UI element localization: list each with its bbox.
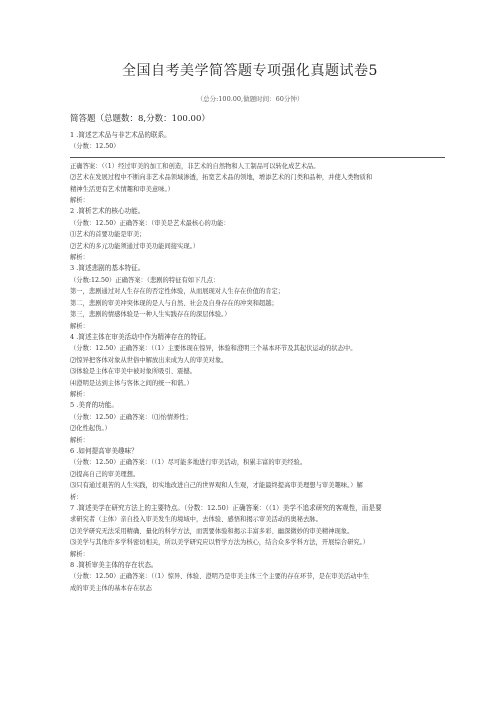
question-1-analysis: 解析： bbox=[70, 197, 89, 205]
question-4-answer: ⑵惊异把客体对象从世俗中解放出来成为人的审美对象。 bbox=[70, 356, 228, 364]
question-7-title: 7 .简述美学在研究方法上的主要特点。（分数：12.50）正确答案：（（1）美学不追求研究的客观性，而是要 bbox=[70, 504, 382, 512]
question-3-answer: 第三，悲剧的情感体验是一种人生实践存在的深层体验。） bbox=[70, 311, 231, 319]
section-header: 简答题（总题数：8,分数：100.00） bbox=[70, 114, 210, 124]
question-8-answer: （分数：12.50）正确答案：（（1）惊异、体验、澄明乃是审美主体三个主要的存在环节，是在审美活动中生 bbox=[70, 573, 370, 581]
question-4-answer: ⑷澄明是达到主体与客体之间的统一和谐。） bbox=[70, 379, 193, 387]
question-7-answer: 求研究者（主体）亲自投入审美发生的境域中，去体验、感悟和揭示审美活动的奥秘去脉。 bbox=[70, 516, 322, 524]
document-title: 全国自考美学简答题专项强化真题试卷5 bbox=[122, 63, 378, 79]
question-5-answer: （分数：12.50）正确答案：（⑴怡情养性； bbox=[70, 413, 192, 421]
question-6-analysis: 析： bbox=[70, 493, 83, 501]
question-6-answer: （分数：12.50）正确答案：（（1）尽可能多地进行审美活动，积累丰富的审美经验。 bbox=[70, 459, 307, 467]
question-2-answer: （分数：12.50）正确答案：（审美是艺术最核心的功能： bbox=[70, 219, 230, 227]
question-5-title: 5 .美育的功能。 bbox=[70, 401, 118, 410]
question-5-analysis: 解析： bbox=[70, 436, 89, 444]
question-2-answer: ⑵艺术的多元功能须通过审美功能间接实现。） bbox=[70, 242, 200, 250]
question-8-title: 8 .简析审美主体的存在状态。 bbox=[70, 561, 158, 570]
question-6-answer: ⑵提高自己的审美理想。 bbox=[70, 470, 140, 478]
question-3-answer: 第一，悲剧通过对人生存在的否定性体验，从而展现对人生存在价值的肯定； bbox=[70, 288, 285, 296]
question-3-title: 3 .简述悲剧的基本特征。 bbox=[70, 264, 145, 273]
document-subtitle: （总分:100.00,做题时间：60分钟） bbox=[196, 95, 304, 103]
question-2-analysis: 解析： bbox=[70, 254, 89, 262]
question-5-answer: ⑵化性起伪。） bbox=[70, 425, 111, 433]
question-4-title: 4 .简述主体在审美活动中作为精神存在的特征。 bbox=[70, 332, 211, 341]
question-3-answer: （分数:12.50）正确答案：（悲剧的特征有如下几点： bbox=[70, 276, 220, 284]
question-7-analysis: 解析： bbox=[70, 550, 89, 558]
question-6-answer: ⑶只有通过艰苦的人生实践，切实地改进自己的世界观和人生观，才能最终提高审美理想与审美趣味。）解 bbox=[70, 482, 363, 490]
question-1-answer: 正确答案：（（1）经过审美的加工和创造，非艺术的自然物和人工制品可以转化成艺术品。 bbox=[70, 162, 320, 170]
question-7-answer: ⑵美学研究无法采用精确、量化的科学方法，而需要体验和揭示丰富多彩、幽深微妙的审美精神现象。 bbox=[70, 527, 354, 535]
question-3-analysis: 解析： bbox=[70, 322, 89, 330]
question-8-answer: 成的审美主体的基本存在状态 bbox=[70, 584, 152, 592]
question-4-answer: （分数：12.50）正确答案：（（1）主要体现在惊异，体验和澄明三个基本环节及其起伏运动的状态中。 bbox=[70, 345, 357, 353]
document-content bbox=[70, 112, 445, 594]
divider bbox=[70, 157, 445, 158]
question-1-answer: 精神生活更有艺术情趣和审美意味。） bbox=[70, 185, 174, 193]
question-6-title: 6 .如何提高审美趣味？ bbox=[70, 446, 138, 455]
question-7-answer: ⑶美学与其他许多学科密切相关，所以美学研究应以哲学方法为核心，结合众多学科方法，开展综合研究。） bbox=[70, 539, 370, 547]
question-4-analysis: 解析： bbox=[70, 390, 89, 398]
question-1-answer: ⑵艺术在发展过程中不断向非艺术品领域渗透，拓宽艺术品的领地，增添艺术的门类和品种，并使人类物质和 bbox=[70, 174, 373, 182]
question-1-score: （分数：12.50） bbox=[70, 143, 120, 151]
question-1-title: 1 .简述艺术品与非艺术品的联系。 bbox=[70, 131, 171, 139]
question-2-answer: ⑴艺术的首要功能是审美； bbox=[70, 231, 146, 239]
question-2-title: 2 .简析艺术的核心功能。 bbox=[70, 207, 145, 216]
question-3-answer: 第二，悲剧的审美冲突体现的是人与自然、社会及自身存在的冲突和超越； bbox=[70, 299, 278, 307]
question-4-answer: ⑶体验是主体在审美中被对象所吸引、震撼。 bbox=[70, 368, 196, 376]
